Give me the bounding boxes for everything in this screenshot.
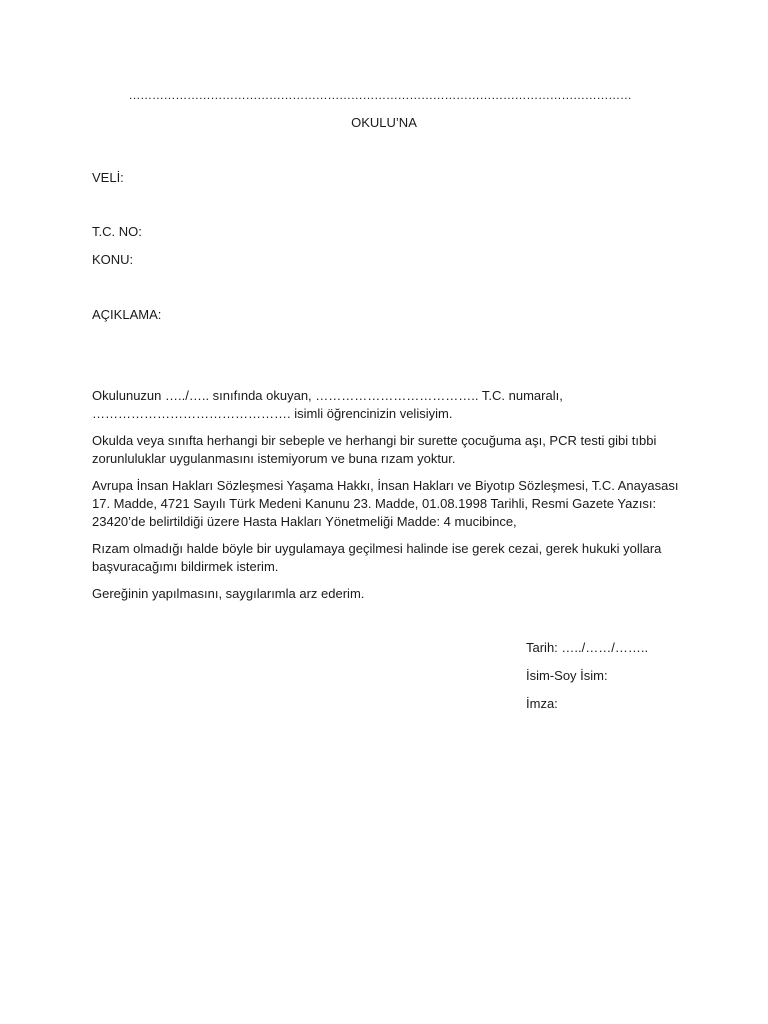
paragraph-legal-basis: Avrupa İnsan Hakları Sözleşmesi Yaşama Hakkı, İnsan Hakları ve Biyotıp Sözleşmesi, T.C. Anayasası 17. Madde, 4721 Sayılı Türk Medeni Kanunu 23. Madde, 01.08.1998 Tarihli, Resmi Gazete Yazısı: 23420’de belirtildiği üzere Hasta Hakları Yönetmeliği Madde: 4 mucibince, xyxy=(92,478,679,529)
school-name-blank xyxy=(0,88,768,102)
konu-label: KONU: xyxy=(92,252,134,267)
name-line: İsim-Soy İsim: xyxy=(526,668,608,683)
paragraph-refusal: Okulda veya sınıfta herhangi bir sebeple ve herhangi bir surette çocuğuma aşı, PCR testi gibi tıbbi zorunluluklar uygulanmasını istemiyorum ve buna rızam yoktur. xyxy=(92,433,657,466)
school-name-dots: ………………………………………………………………………………………………………………… xyxy=(128,88,632,102)
tc-no-label: T.C. NO: xyxy=(92,224,142,239)
paragraph-student-info: Okulunuzun …../….. sınıfında okuyan, ……………………………….. T.C. numaralı, ………………………………………. isimli öğrencinizin velisiyim. xyxy=(92,388,563,421)
letter-body xyxy=(92,387,692,612)
aciklama-label: AÇIKLAMA: xyxy=(92,307,162,322)
paragraph-closing: Gereğinin yapılmasını, saygılarımla arz ederim. xyxy=(92,586,365,601)
paragraph-legal-action: Rızam olmadığı halde böyle bir uygulamaya geçilmesi halinde ise gerek cezai, gerek hukuki yollara başvuracağımı bildirmek isterim. xyxy=(92,541,662,574)
school-title: OKULU’NA xyxy=(351,115,417,130)
signature-line: İmza: xyxy=(526,696,558,711)
veli-label: VELİ: xyxy=(92,170,124,185)
date-line: Tarih: …../……/…….. xyxy=(526,640,649,655)
